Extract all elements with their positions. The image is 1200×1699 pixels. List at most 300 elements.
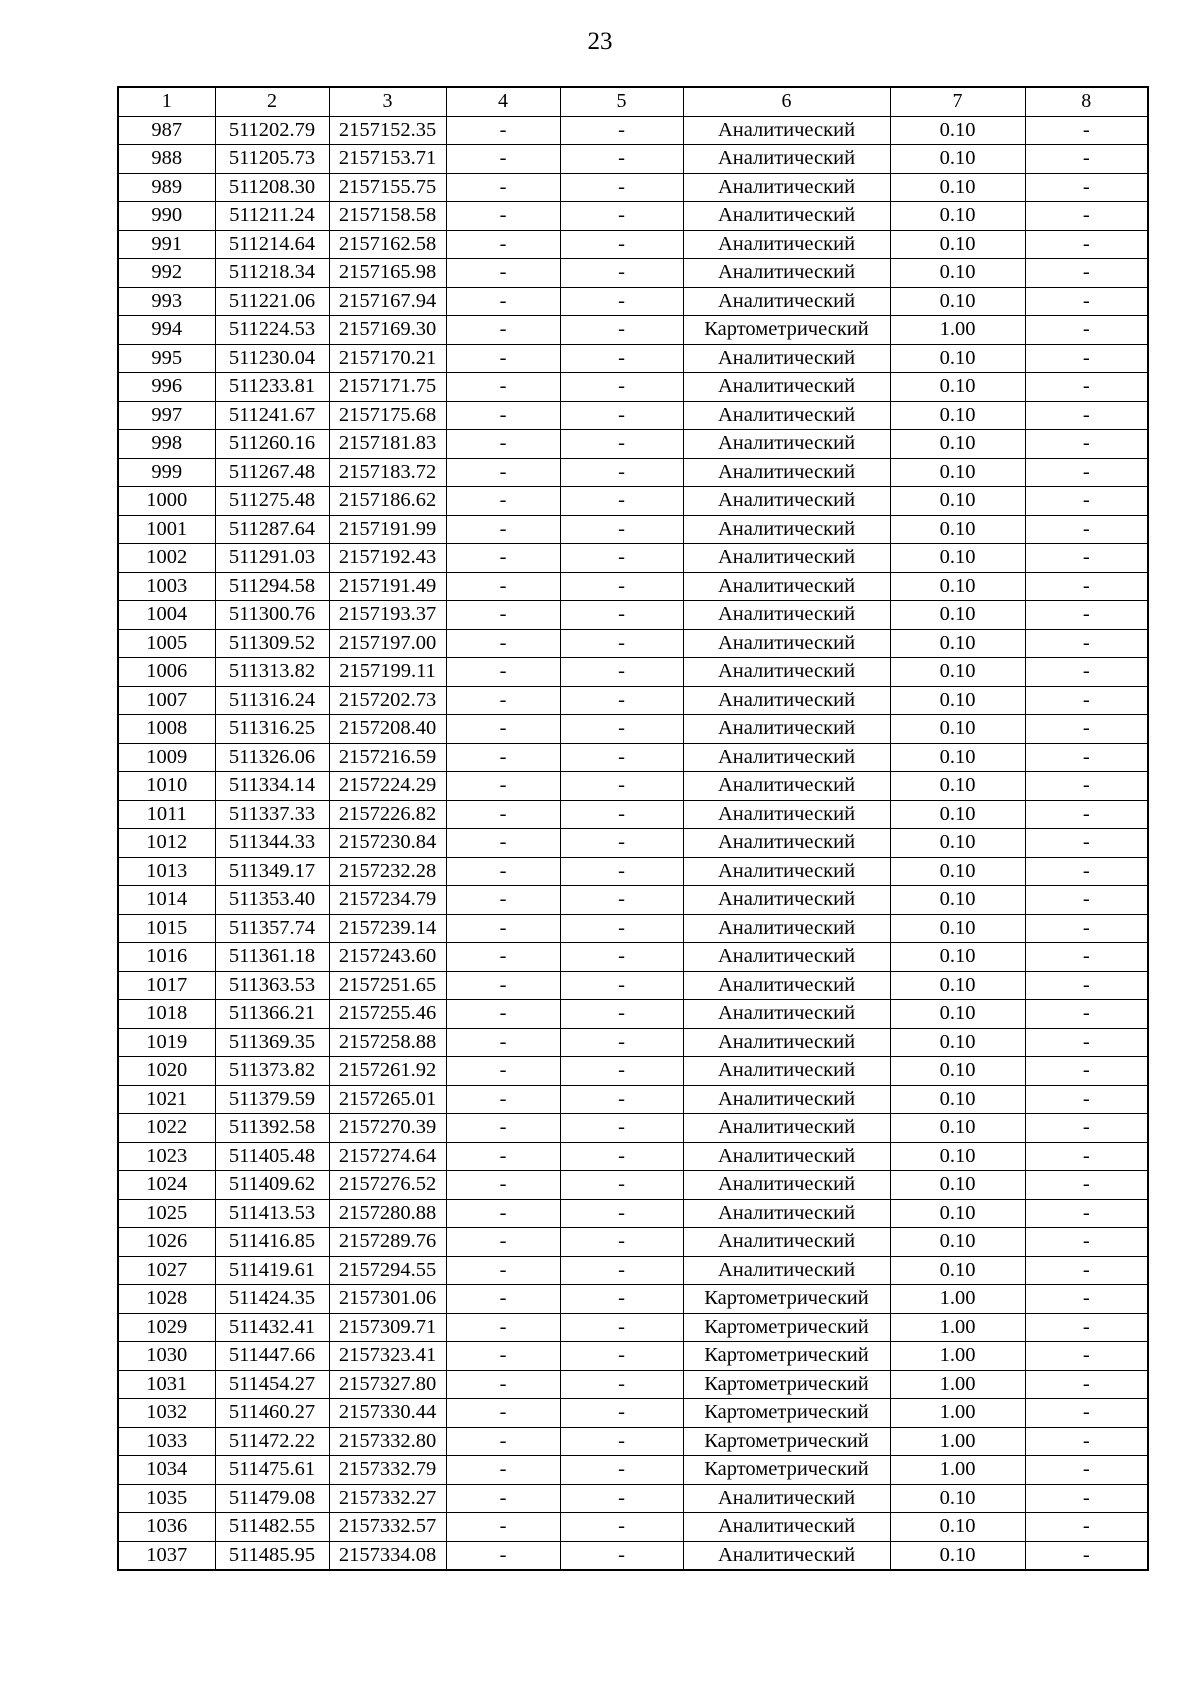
col4-cell: - [446, 1285, 560, 1314]
x-coordinate-cell: 511309.52 [215, 629, 329, 658]
accuracy-cell: 0.10 [890, 1228, 1025, 1257]
accuracy-cell: 0.10 [890, 971, 1025, 1000]
table-row [118, 1000, 1148, 1029]
col8-cell: - [1025, 1028, 1148, 1057]
col8-cell: - [1025, 259, 1148, 288]
col4-cell: - [446, 1000, 560, 1029]
column-header: 4 [446, 87, 560, 116]
table-row [118, 572, 1148, 601]
table-row [118, 1313, 1148, 1342]
y-coordinate-cell: 2157171.75 [329, 373, 446, 402]
table-row [118, 1399, 1148, 1428]
col8-cell: - [1025, 1256, 1148, 1285]
method-cell: Аналитический [683, 202, 890, 231]
method-cell: Аналитический [683, 971, 890, 1000]
accuracy-cell: 0.10 [890, 259, 1025, 288]
accuracy-cell: 0.10 [890, 686, 1025, 715]
table-row [118, 1171, 1148, 1200]
point-number-cell: 1015 [118, 914, 215, 943]
col4-cell: - [446, 601, 560, 630]
col5-cell: - [560, 572, 683, 601]
col5-cell: - [560, 1456, 683, 1485]
col4-cell: - [446, 1057, 560, 1086]
col5-cell: - [560, 971, 683, 1000]
col5-cell: - [560, 1399, 683, 1428]
col4-cell: - [446, 658, 560, 687]
accuracy-cell: 0.10 [890, 629, 1025, 658]
y-coordinate-cell: 2157332.79 [329, 1456, 446, 1485]
x-coordinate-cell: 511409.62 [215, 1171, 329, 1200]
table-row [118, 743, 1148, 772]
table-row [118, 914, 1148, 943]
col8-cell: - [1025, 800, 1148, 829]
x-coordinate-cell: 511363.53 [215, 971, 329, 1000]
method-cell: Аналитический [683, 857, 890, 886]
col8-cell: - [1025, 829, 1148, 858]
col5-cell: - [560, 1370, 683, 1399]
col5-cell: - [560, 1028, 683, 1057]
x-coordinate-cell: 511373.82 [215, 1057, 329, 1086]
col8-cell: - [1025, 230, 1148, 259]
y-coordinate-cell: 2157226.82 [329, 800, 446, 829]
accuracy-cell: 0.10 [890, 601, 1025, 630]
accuracy-cell: 1.00 [890, 1399, 1025, 1428]
x-coordinate-cell: 511485.95 [215, 1541, 329, 1570]
point-number-cell: 1007 [118, 686, 215, 715]
point-number-cell: 1001 [118, 515, 215, 544]
col4-cell: - [446, 800, 560, 829]
method-cell: Аналитический [683, 572, 890, 601]
table-row [118, 259, 1148, 288]
col8-cell: - [1025, 1456, 1148, 1485]
x-coordinate-cell: 511287.64 [215, 515, 329, 544]
column-header: 1 [118, 87, 215, 116]
header-row [118, 87, 1148, 116]
table-row [118, 1114, 1148, 1143]
col5-cell: - [560, 259, 683, 288]
accuracy-cell: 1.00 [890, 1427, 1025, 1456]
accuracy-cell: 0.10 [890, 1114, 1025, 1143]
x-coordinate-cell: 511316.24 [215, 686, 329, 715]
point-number-cell: 998 [118, 430, 215, 459]
table-row [118, 173, 1148, 202]
col8-cell: - [1025, 914, 1148, 943]
point-number-cell: 1019 [118, 1028, 215, 1057]
accuracy-cell: 1.00 [890, 1456, 1025, 1485]
y-coordinate-cell: 2157169.30 [329, 316, 446, 345]
method-cell: Аналитический [683, 943, 890, 972]
method-cell: Аналитический [683, 829, 890, 858]
y-coordinate-cell: 2157162.58 [329, 230, 446, 259]
method-cell: Аналитический [683, 743, 890, 772]
col8-cell: - [1025, 1513, 1148, 1542]
y-coordinate-cell: 2157191.49 [329, 572, 446, 601]
accuracy-cell: 1.00 [890, 1285, 1025, 1314]
accuracy-cell: 0.10 [890, 1171, 1025, 1200]
method-cell: Картометрический [683, 316, 890, 345]
col4-cell: - [446, 1427, 560, 1456]
accuracy-cell: 0.10 [890, 230, 1025, 259]
x-coordinate-cell: 511432.41 [215, 1313, 329, 1342]
y-coordinate-cell: 2157301.06 [329, 1285, 446, 1314]
point-number-cell: 994 [118, 316, 215, 345]
method-cell: Аналитический [683, 401, 890, 430]
point-number-cell: 995 [118, 344, 215, 373]
x-coordinate-cell: 511357.74 [215, 914, 329, 943]
accuracy-cell: 0.10 [890, 1513, 1025, 1542]
accuracy-cell: 0.10 [890, 1142, 1025, 1171]
col8-cell: - [1025, 1427, 1148, 1456]
y-coordinate-cell: 2157323.41 [329, 1342, 446, 1371]
y-coordinate-cell: 2157193.37 [329, 601, 446, 630]
col8-cell: - [1025, 145, 1148, 174]
accuracy-cell: 0.10 [890, 572, 1025, 601]
x-coordinate-cell: 511460.27 [215, 1399, 329, 1428]
y-coordinate-cell: 2157181.83 [329, 430, 446, 459]
accuracy-cell: 0.10 [890, 772, 1025, 801]
point-number-cell: 1025 [118, 1199, 215, 1228]
table-row [118, 1513, 1148, 1542]
accuracy-cell: 0.10 [890, 800, 1025, 829]
x-coordinate-cell: 511233.81 [215, 373, 329, 402]
table-row [118, 1541, 1148, 1570]
col4-cell: - [446, 572, 560, 601]
method-cell: Аналитический [683, 259, 890, 288]
col4-cell: - [446, 1541, 560, 1570]
col4-cell: - [446, 1513, 560, 1542]
table-row [118, 629, 1148, 658]
point-number-cell: 1033 [118, 1427, 215, 1456]
col5-cell: - [560, 743, 683, 772]
col5-cell: - [560, 458, 683, 487]
point-number-cell: 992 [118, 259, 215, 288]
x-coordinate-cell: 511267.48 [215, 458, 329, 487]
accuracy-cell: 0.10 [890, 914, 1025, 943]
col5-cell: - [560, 1513, 683, 1542]
accuracy-cell: 0.10 [890, 458, 1025, 487]
table-row [118, 316, 1148, 345]
point-number-cell: 1011 [118, 800, 215, 829]
accuracy-cell: 1.00 [890, 1370, 1025, 1399]
table-row [118, 1256, 1148, 1285]
y-coordinate-cell: 2157167.94 [329, 287, 446, 316]
x-coordinate-cell: 511326.06 [215, 743, 329, 772]
col5-cell: - [560, 1313, 683, 1342]
x-coordinate-cell: 511447.66 [215, 1342, 329, 1371]
method-cell: Картометрический [683, 1313, 890, 1342]
table-row [118, 715, 1148, 744]
y-coordinate-cell: 2157334.08 [329, 1541, 446, 1570]
y-coordinate-cell: 2157274.64 [329, 1142, 446, 1171]
method-cell: Аналитический [683, 515, 890, 544]
x-coordinate-cell: 511369.35 [215, 1028, 329, 1057]
y-coordinate-cell: 2157332.80 [329, 1427, 446, 1456]
col5-cell: - [560, 1171, 683, 1200]
method-cell: Аналитический [683, 1484, 890, 1513]
col4-cell: - [446, 287, 560, 316]
accuracy-cell: 0.10 [890, 1000, 1025, 1029]
x-coordinate-cell: 511413.53 [215, 1199, 329, 1228]
col8-cell: - [1025, 1370, 1148, 1399]
col5-cell: - [560, 601, 683, 630]
col8-cell: - [1025, 1000, 1148, 1029]
method-cell: Аналитический [683, 1085, 890, 1114]
col5-cell: - [560, 116, 683, 145]
column-header: 3 [329, 87, 446, 116]
point-number-cell: 1021 [118, 1085, 215, 1114]
col4-cell: - [446, 1399, 560, 1428]
x-coordinate-cell: 511230.04 [215, 344, 329, 373]
method-cell: Аналитический [683, 1028, 890, 1057]
table-row [118, 971, 1148, 1000]
col8-cell: - [1025, 430, 1148, 459]
y-coordinate-cell: 2157276.52 [329, 1171, 446, 1200]
method-cell: Аналитический [683, 800, 890, 829]
col8-cell: - [1025, 943, 1148, 972]
table-row [118, 800, 1148, 829]
x-coordinate-cell: 511202.79 [215, 116, 329, 145]
x-coordinate-cell: 511353.40 [215, 886, 329, 915]
y-coordinate-cell: 2157152.35 [329, 116, 446, 145]
method-cell: Аналитический [683, 1199, 890, 1228]
y-coordinate-cell: 2157289.76 [329, 1228, 446, 1257]
point-number-cell: 1034 [118, 1456, 215, 1485]
col4-cell: - [446, 487, 560, 516]
x-coordinate-cell: 511416.85 [215, 1228, 329, 1257]
y-coordinate-cell: 2157208.40 [329, 715, 446, 744]
x-coordinate-cell: 511482.55 [215, 1513, 329, 1542]
accuracy-cell: 0.10 [890, 173, 1025, 202]
col8-cell: - [1025, 601, 1148, 630]
method-cell: Аналитический [683, 1142, 890, 1171]
x-coordinate-cell: 511337.33 [215, 800, 329, 829]
col4-cell: - [446, 1142, 560, 1171]
col8-cell: - [1025, 658, 1148, 687]
col5-cell: - [560, 1000, 683, 1029]
column-header: 7 [890, 87, 1025, 116]
table-row [118, 430, 1148, 459]
method-cell: Аналитический [683, 230, 890, 259]
table-row [118, 829, 1148, 858]
x-coordinate-cell: 511214.64 [215, 230, 329, 259]
col4-cell: - [446, 1456, 560, 1485]
x-coordinate-cell: 511454.27 [215, 1370, 329, 1399]
method-cell: Аналитический [683, 1256, 890, 1285]
y-coordinate-cell: 2157243.60 [329, 943, 446, 972]
table-row [118, 202, 1148, 231]
x-coordinate-cell: 511224.53 [215, 316, 329, 345]
point-number-cell: 1018 [118, 1000, 215, 1029]
point-number-cell: 1014 [118, 886, 215, 915]
col4-cell: - [446, 544, 560, 573]
col5-cell: - [560, 1285, 683, 1314]
method-cell: Аналитический [683, 1228, 890, 1257]
table-row [118, 544, 1148, 573]
col8-cell: - [1025, 202, 1148, 231]
accuracy-cell: 0.10 [890, 373, 1025, 402]
accuracy-cell: 0.10 [890, 1057, 1025, 1086]
col4-cell: - [446, 1370, 560, 1399]
point-number-cell: 1024 [118, 1171, 215, 1200]
col8-cell: - [1025, 715, 1148, 744]
col8-cell: - [1025, 1399, 1148, 1428]
col5-cell: - [560, 1085, 683, 1114]
table-row [118, 1285, 1148, 1314]
y-coordinate-cell: 2157191.99 [329, 515, 446, 544]
point-number-cell: 1037 [118, 1541, 215, 1570]
method-cell: Аналитический [683, 629, 890, 658]
method-cell: Аналитический [683, 886, 890, 915]
point-number-cell: 1008 [118, 715, 215, 744]
y-coordinate-cell: 2157330.44 [329, 1399, 446, 1428]
col5-cell: - [560, 1057, 683, 1086]
table-row [118, 515, 1148, 544]
accuracy-cell: 0.10 [890, 715, 1025, 744]
accuracy-cell: 0.10 [890, 487, 1025, 516]
col5-cell: - [560, 1142, 683, 1171]
method-cell: Аналитический [683, 1513, 890, 1542]
accuracy-cell: 0.10 [890, 1541, 1025, 1570]
method-cell: Аналитический [683, 373, 890, 402]
accuracy-cell: 1.00 [890, 1342, 1025, 1371]
col5-cell: - [560, 173, 683, 202]
col8-cell: - [1025, 1484, 1148, 1513]
y-coordinate-cell: 2157186.62 [329, 487, 446, 516]
x-coordinate-cell: 511275.48 [215, 487, 329, 516]
table-row [118, 658, 1148, 687]
x-coordinate-cell: 511349.17 [215, 857, 329, 886]
accuracy-cell: 1.00 [890, 316, 1025, 345]
point-number-cell: 1000 [118, 487, 215, 516]
point-number-cell: 1030 [118, 1342, 215, 1371]
table-body [118, 87, 1148, 1570]
x-coordinate-cell: 511479.08 [215, 1484, 329, 1513]
table-row [118, 344, 1148, 373]
table-row [118, 373, 1148, 402]
point-number-cell: 1031 [118, 1370, 215, 1399]
table-row [118, 1028, 1148, 1057]
col4-cell: - [446, 1484, 560, 1513]
col4-cell: - [446, 202, 560, 231]
col8-cell: - [1025, 743, 1148, 772]
col4-cell: - [446, 715, 560, 744]
col5-cell: - [560, 629, 683, 658]
y-coordinate-cell: 2157280.88 [329, 1199, 446, 1228]
point-number-cell: 1035 [118, 1484, 215, 1513]
method-cell: Аналитический [683, 544, 890, 573]
table-row [118, 686, 1148, 715]
y-coordinate-cell: 2157155.75 [329, 173, 446, 202]
col4-cell: - [446, 686, 560, 715]
method-cell: Аналитический [683, 287, 890, 316]
col5-cell: - [560, 344, 683, 373]
col4-cell: - [446, 971, 560, 1000]
col5-cell: - [560, 401, 683, 430]
method-cell: Аналитический [683, 344, 890, 373]
point-number-cell: 991 [118, 230, 215, 259]
col8-cell: - [1025, 886, 1148, 915]
method-cell: Картометрический [683, 1370, 890, 1399]
col5-cell: - [560, 316, 683, 345]
x-coordinate-cell: 511300.76 [215, 601, 329, 630]
accuracy-cell: 0.10 [890, 743, 1025, 772]
method-cell: Аналитический [683, 116, 890, 145]
y-coordinate-cell: 2157202.73 [329, 686, 446, 715]
x-coordinate-cell: 511405.48 [215, 1142, 329, 1171]
accuracy-cell: 0.10 [890, 287, 1025, 316]
table-row [118, 145, 1148, 174]
accuracy-cell: 0.10 [890, 1256, 1025, 1285]
x-coordinate-cell: 511475.61 [215, 1456, 329, 1485]
col4-cell: - [446, 629, 560, 658]
col5-cell: - [560, 544, 683, 573]
col4-cell: - [446, 145, 560, 174]
method-cell: Картометрический [683, 1342, 890, 1371]
y-coordinate-cell: 2157327.80 [329, 1370, 446, 1399]
col8-cell: - [1025, 1342, 1148, 1371]
y-coordinate-cell: 2157258.88 [329, 1028, 446, 1057]
col8-cell: - [1025, 686, 1148, 715]
point-number-cell: 1032 [118, 1399, 215, 1428]
method-cell: Аналитический [683, 658, 890, 687]
col8-cell: - [1025, 515, 1148, 544]
table-row [118, 1199, 1148, 1228]
accuracy-cell: 0.10 [890, 1085, 1025, 1114]
point-number-cell: 1027 [118, 1256, 215, 1285]
col5-cell: - [560, 1427, 683, 1456]
method-cell: Аналитический [683, 430, 890, 459]
col5-cell: - [560, 487, 683, 516]
point-number-cell: 993 [118, 287, 215, 316]
x-coordinate-cell: 511208.30 [215, 173, 329, 202]
method-cell: Аналитический [683, 686, 890, 715]
method-cell: Аналитический [683, 458, 890, 487]
y-coordinate-cell: 2157239.14 [329, 914, 446, 943]
x-coordinate-cell: 511379.59 [215, 1085, 329, 1114]
table-row [118, 1085, 1148, 1114]
y-coordinate-cell: 2157199.11 [329, 658, 446, 687]
table-row [118, 857, 1148, 886]
method-cell: Картометрический [683, 1399, 890, 1428]
accuracy-cell: 0.10 [890, 401, 1025, 430]
accuracy-cell: 0.10 [890, 943, 1025, 972]
col8-cell: - [1025, 1541, 1148, 1570]
y-coordinate-cell: 2157175.68 [329, 401, 446, 430]
point-number-cell: 1010 [118, 772, 215, 801]
method-cell: Картометрический [683, 1456, 890, 1485]
accuracy-cell: 0.10 [890, 658, 1025, 687]
y-coordinate-cell: 2157234.79 [329, 886, 446, 915]
point-number-cell: 1004 [118, 601, 215, 630]
accuracy-cell: 0.10 [890, 202, 1025, 231]
col4-cell: - [446, 1256, 560, 1285]
x-coordinate-cell: 511221.06 [215, 287, 329, 316]
col4-cell: - [446, 401, 560, 430]
col4-cell: - [446, 1228, 560, 1257]
accuracy-cell: 0.10 [890, 544, 1025, 573]
method-cell: Аналитический [683, 1057, 890, 1086]
y-coordinate-cell: 2157294.55 [329, 1256, 446, 1285]
table-row [118, 287, 1148, 316]
col8-cell: - [1025, 1199, 1148, 1228]
col8-cell: - [1025, 544, 1148, 573]
col5-cell: - [560, 515, 683, 544]
method-cell: Картометрический [683, 1285, 890, 1314]
table-row [118, 1370, 1148, 1399]
point-number-cell: 1036 [118, 1513, 215, 1542]
y-coordinate-cell: 2157153.71 [329, 145, 446, 174]
col8-cell: - [1025, 1285, 1148, 1314]
